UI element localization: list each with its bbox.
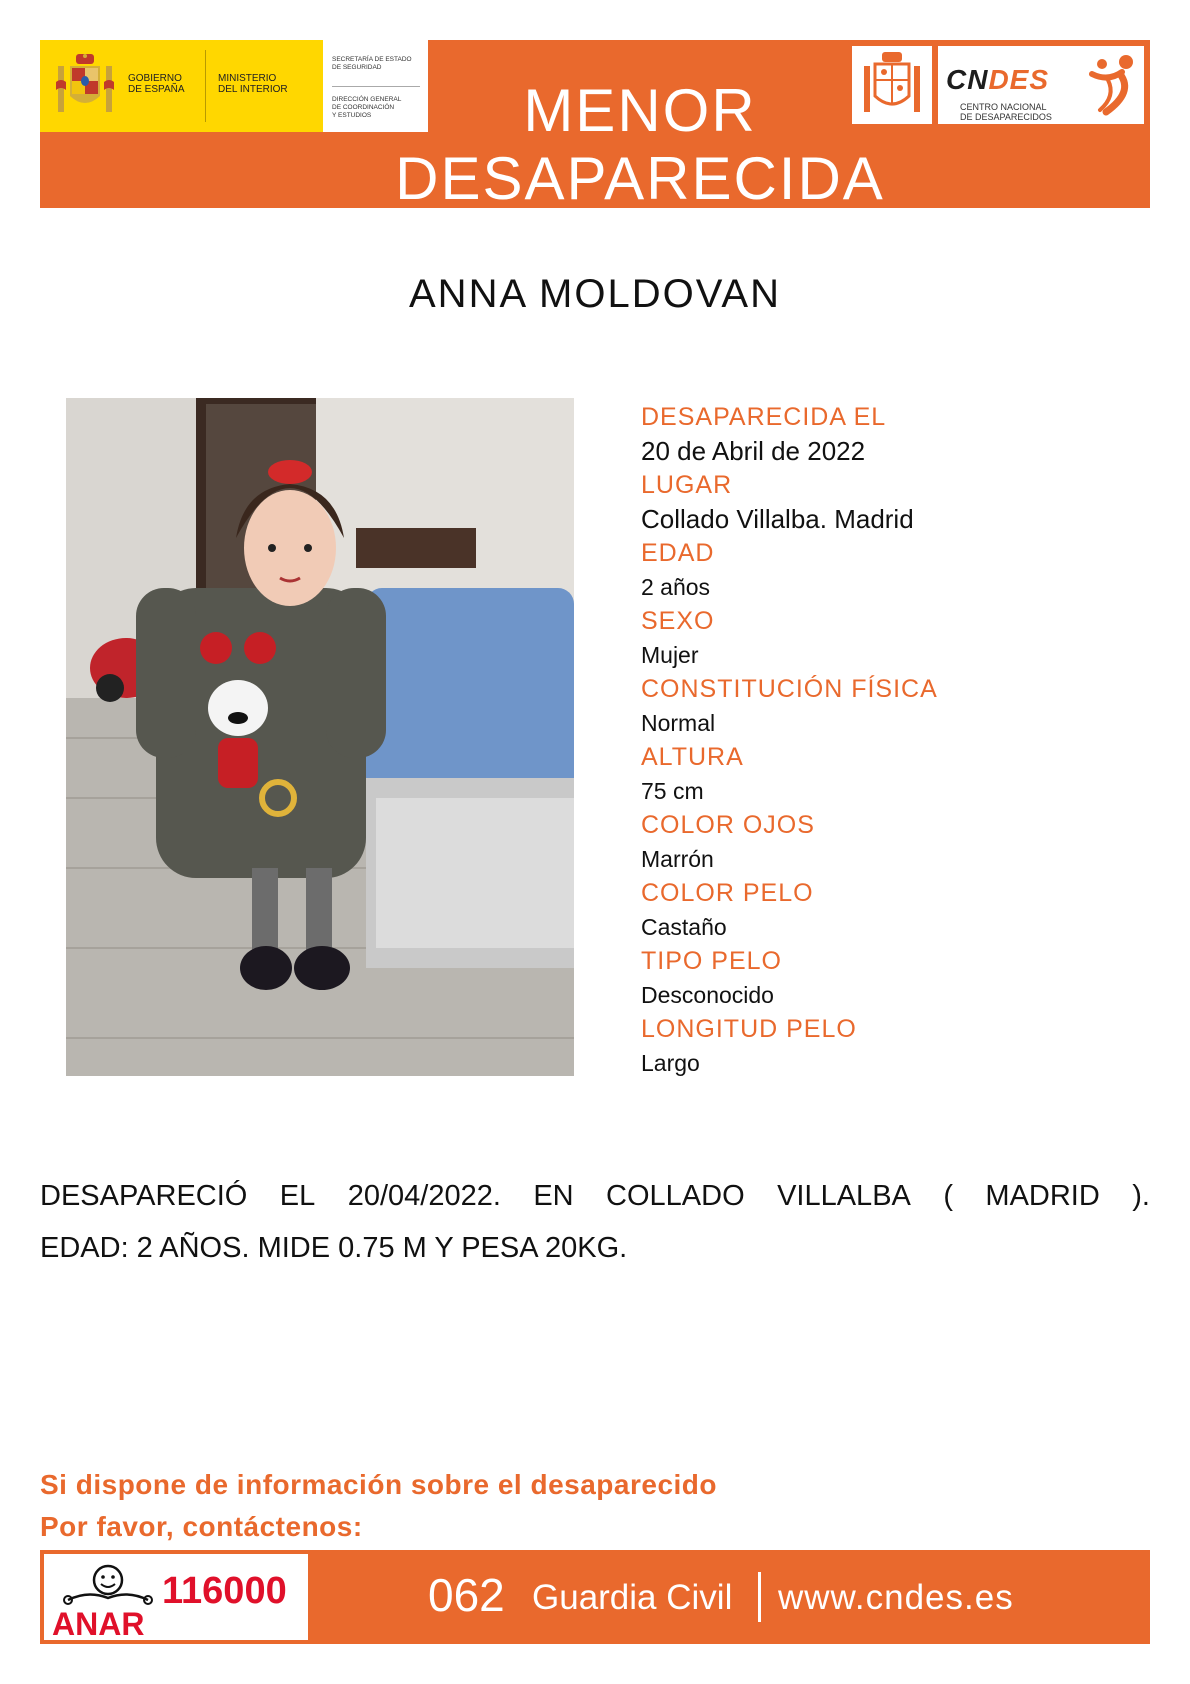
detail-label: DESAPARECIDA EL xyxy=(641,403,887,431)
photo-scene xyxy=(66,398,574,1076)
desc-word: EL xyxy=(279,1180,316,1212)
detail-color-ojos xyxy=(641,808,1141,876)
detail-longitud-pelo xyxy=(641,1012,1141,1080)
header-banner xyxy=(40,40,1150,212)
cndes-wordmark-cn: CN xyxy=(946,64,989,95)
government-logo-block xyxy=(40,40,428,132)
detail-label: COLOR OJOS xyxy=(641,811,815,839)
contact-prompt-line-2: Por favor, contáctenos: xyxy=(40,1511,363,1542)
detail-label: ALTURA xyxy=(641,743,744,771)
cndes-wordmark-des: DES xyxy=(988,64,1050,95)
detail-altura xyxy=(641,740,1141,808)
cndes-figure-icon xyxy=(1086,52,1140,118)
cndes-subtitle: CENTRO NACIONAL DE DESAPARECIDOS xyxy=(960,102,1052,122)
cndes-logo xyxy=(938,46,1144,124)
detail-value: Largo xyxy=(641,1050,700,1076)
detail-color-pelo xyxy=(641,876,1141,944)
detail-value: Mujer xyxy=(641,642,699,668)
footer-separator xyxy=(758,1572,761,1622)
title-menor: MENOR xyxy=(523,77,757,144)
desc-word: ( xyxy=(943,1180,953,1212)
desc-word: ). xyxy=(1132,1180,1150,1212)
missing-person-photo xyxy=(66,398,574,1076)
anar-smiley-icon xyxy=(58,1560,158,1608)
detail-value: Desconocido xyxy=(641,982,774,1008)
detail-tipo-pelo xyxy=(641,944,1141,1012)
detail-label: TIPO PELO xyxy=(641,947,782,975)
spain-coat-of-arms-icon xyxy=(54,52,116,120)
detail-value: 2 años xyxy=(641,574,711,600)
direccion-label: DIRECCIÓN GENERAL DE COORDINACIÓN Y ESTUDIOS xyxy=(332,96,402,119)
secretaria-panel xyxy=(323,40,428,132)
guardia-civil-label: Guardia Civil xyxy=(532,1578,733,1617)
description-paragraph xyxy=(40,1170,1150,1274)
desc-word: 20/04/2022. xyxy=(347,1180,501,1212)
detail-label: SEXO xyxy=(641,607,715,635)
secretaria-label: SECRETARÍA DE ESTADO DE SEGURIDAD xyxy=(332,56,412,71)
detail-edad xyxy=(641,536,1141,604)
person-name: ANNA MOLDOVAN xyxy=(409,272,781,316)
cndes-wordmark xyxy=(946,64,1049,96)
cndes-website-link[interactable]: www.cndes.es xyxy=(778,1578,1014,1617)
detail-label: LONGITUD PELO xyxy=(641,1015,857,1043)
desc-word: DESAPARECIÓ xyxy=(40,1180,248,1212)
orange-crest-icon xyxy=(860,50,924,120)
crest-logo-box xyxy=(852,46,932,124)
description-line-1 xyxy=(40,1170,1150,1222)
detail-value-town: Collado Villalba xyxy=(641,504,820,534)
detail-constitucion xyxy=(641,672,1141,740)
contact-prompt xyxy=(40,1464,717,1548)
detail-value xyxy=(641,502,1141,536)
detail-label: LUGAR xyxy=(641,471,733,499)
gobierno-espana-label: GOBIERNO DE ESPAÑA xyxy=(128,73,185,95)
detail-value-province: . Madrid xyxy=(819,504,914,534)
detail-value: 75 cm xyxy=(641,778,704,804)
contact-footer xyxy=(40,1550,1150,1644)
title-desaparecida: DESAPARECIDA xyxy=(395,145,885,212)
logo-divider xyxy=(205,50,206,122)
anar-label: ANAR xyxy=(52,1606,145,1642)
ministerio-label: MINISTERIO DEL INTERIOR xyxy=(218,73,288,95)
description-line-2: EDAD: 2 AÑOS. MIDE 0.75 M Y PESA 20KG. xyxy=(40,1232,628,1264)
anar-hotline-box[interactable] xyxy=(44,1554,308,1640)
secretaria-divider xyxy=(332,86,420,87)
detail-label: COLOR PELO xyxy=(641,879,814,907)
anar-phone-number[interactable]: 116000 xyxy=(162,1570,287,1612)
detail-sexo xyxy=(641,604,1141,672)
detail-value: Marrón xyxy=(641,846,714,872)
detail-value: Castaño xyxy=(641,914,727,940)
detail-value: Normal xyxy=(641,710,716,736)
detail-value: 20 de Abril de 2022 xyxy=(641,436,866,466)
desc-word: EN xyxy=(533,1180,574,1212)
contact-prompt-line-1: Si dispone de información sobre el desaparecido xyxy=(40,1469,718,1500)
detail-label: CONSTITUCIÓN FÍSICA xyxy=(641,675,938,703)
person-details xyxy=(641,400,1141,1080)
desc-word: MADRID xyxy=(985,1180,1100,1212)
detail-lugar xyxy=(641,468,1141,536)
detail-label: EDAD xyxy=(641,539,715,567)
desc-word: COLLADO xyxy=(606,1180,745,1212)
guardia-civil-phone[interactable]: 062 xyxy=(428,1569,505,1621)
desc-word: VILLALBA xyxy=(777,1180,911,1212)
detail-fecha xyxy=(641,400,1141,468)
